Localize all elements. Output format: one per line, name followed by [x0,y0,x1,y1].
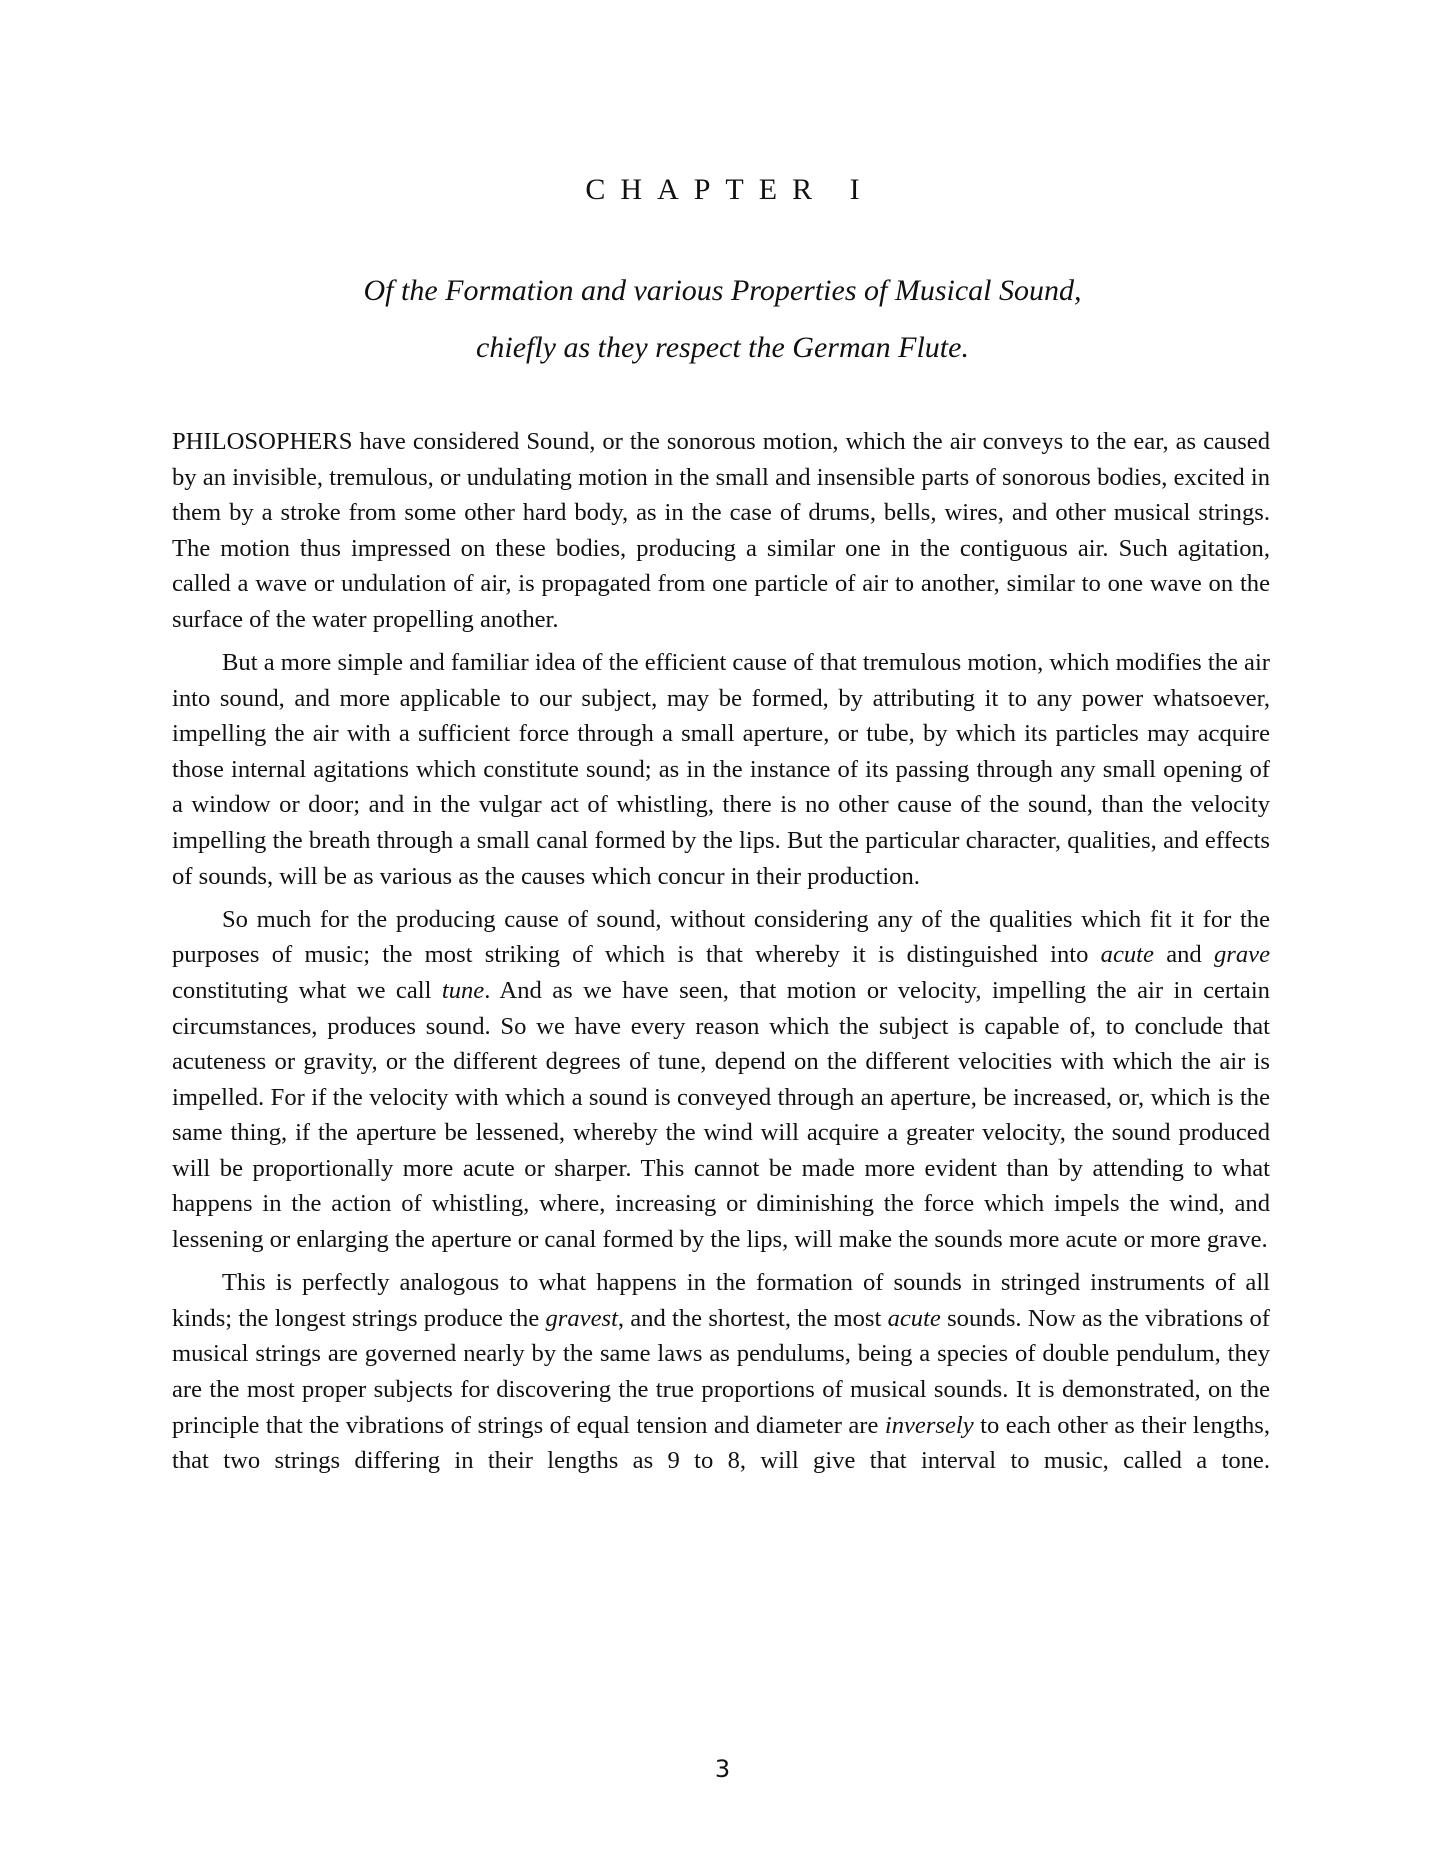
paragraph-4-text: This is perfectly analogous to what happens in the formation of sounds in stringed instruments of all kinds; the longest strings produce the [172,1269,1270,1332]
emphasis-gravest: gravest [545,1304,618,1332]
chapter-title: CHAPTER I [585,173,875,206]
chapter-subtitle [0,262,1445,376]
page-number: 3 [714,1755,731,1783]
paragraph-1: PHILOSOPHERS have considered Sound, or the sonorous motion, which the air conveys to the ear, as caused by an invisible, tremulous, or undulating motion in the small and insensible parts of sonorous bodies, excited in them by a stroke from some other hard body, as in the case of drums, bells, wires, and other musical strings. The motion thus impressed on these bodies, producing a similar one in the contiguous air. Such agitation, called a wave or undulation of air, is propagated from one particle of air to another, similar to one wave on the surface of the water propelling another. [172,428,1270,633]
subtitle-line-2: chiefly as they respect the German Flute. [476,331,969,364]
paragraph-4-text: to each other as their lengths, that two strings differing in their lengths as 9 to 8, will give that interval to music, called a tone. [172,1411,1270,1475]
subtitle-line-1: Of the Formation and various Properties of Musical Sound, [363,274,1082,307]
paragraph-3 [172,902,1270,1258]
paragraph-3-text: . And as we have seen, that motion or velocity, impelling the air in certain circumstances, produces sound. So we have every reason which the subject is capable of, to conclude that acuteness or gravity, or the different degrees of tune, depend on the different velocities with which the air is impelled. For if the velocity with which a sound is conveyed through an aperture, be increased, or, which is the same thing, if the aperture be lessened, whereby the wind will acquire a greater velocity, the sound produced will be proportionally more acute or sharper. This cannot be made more evident than by attending to what happens in the action of whistling, where, increasing or diminishing the force which impels the wind, and lessening or enlarging the aperture or canal formed by the lips, will make the sounds more acute or more grave. [172,976,1270,1254]
emphasis-inversely: inversely [884,1411,974,1439]
paragraph-4 [172,1265,1270,1479]
chapter-body [172,424,1270,1486]
paragraph-3-text: and [1153,941,1214,969]
paragraph-4-text: sounds. Now as the vibrations of musical strings are governed nearly by the same laws as pendulums, being a species of double pendulum, they are the most proper subjects for discovering the true proportions of musical sounds. It is demonstrated, on the principle that the vibrations of strings of equal tension and diameter are [172,1304,1270,1439]
paragraph-2: But a more simple and familiar idea of the efficient cause of that tremulous motion, which modifies the air into sound, and more applicable to our subject, may be formed, by attributing it to any power whatsoever, impelling the air with a sufficient force through a small aperture, or tube, by which its particles may acquire those internal agitations which constitute sound; as in the instance of its passing through any small opening of a window or door; and in the vulgar act of whistling, there is no other cause of the sound, than the velocity impelling the breath through a small canal formed by the lips. But the particular character, qualities, and effects of sounds, will be as various as the causes which concur in their production. [172,649,1270,890]
emphasis-acute: acute [887,1304,941,1332]
emphasis-tune: tune [441,976,485,1004]
emphasis-grave: grave [1214,941,1270,969]
paragraph-4-text: , and the shortest, the most [617,1304,888,1332]
paragraph-3-text: So much for the producing cause of sound, without considering any of the qualities which fit it for the purposes of music; the most striking of which is that whereby it is distinguished into [172,905,1270,969]
emphasis-acute: acute [1100,941,1154,969]
paragraph-3-text: constituting what we call [172,976,442,1004]
